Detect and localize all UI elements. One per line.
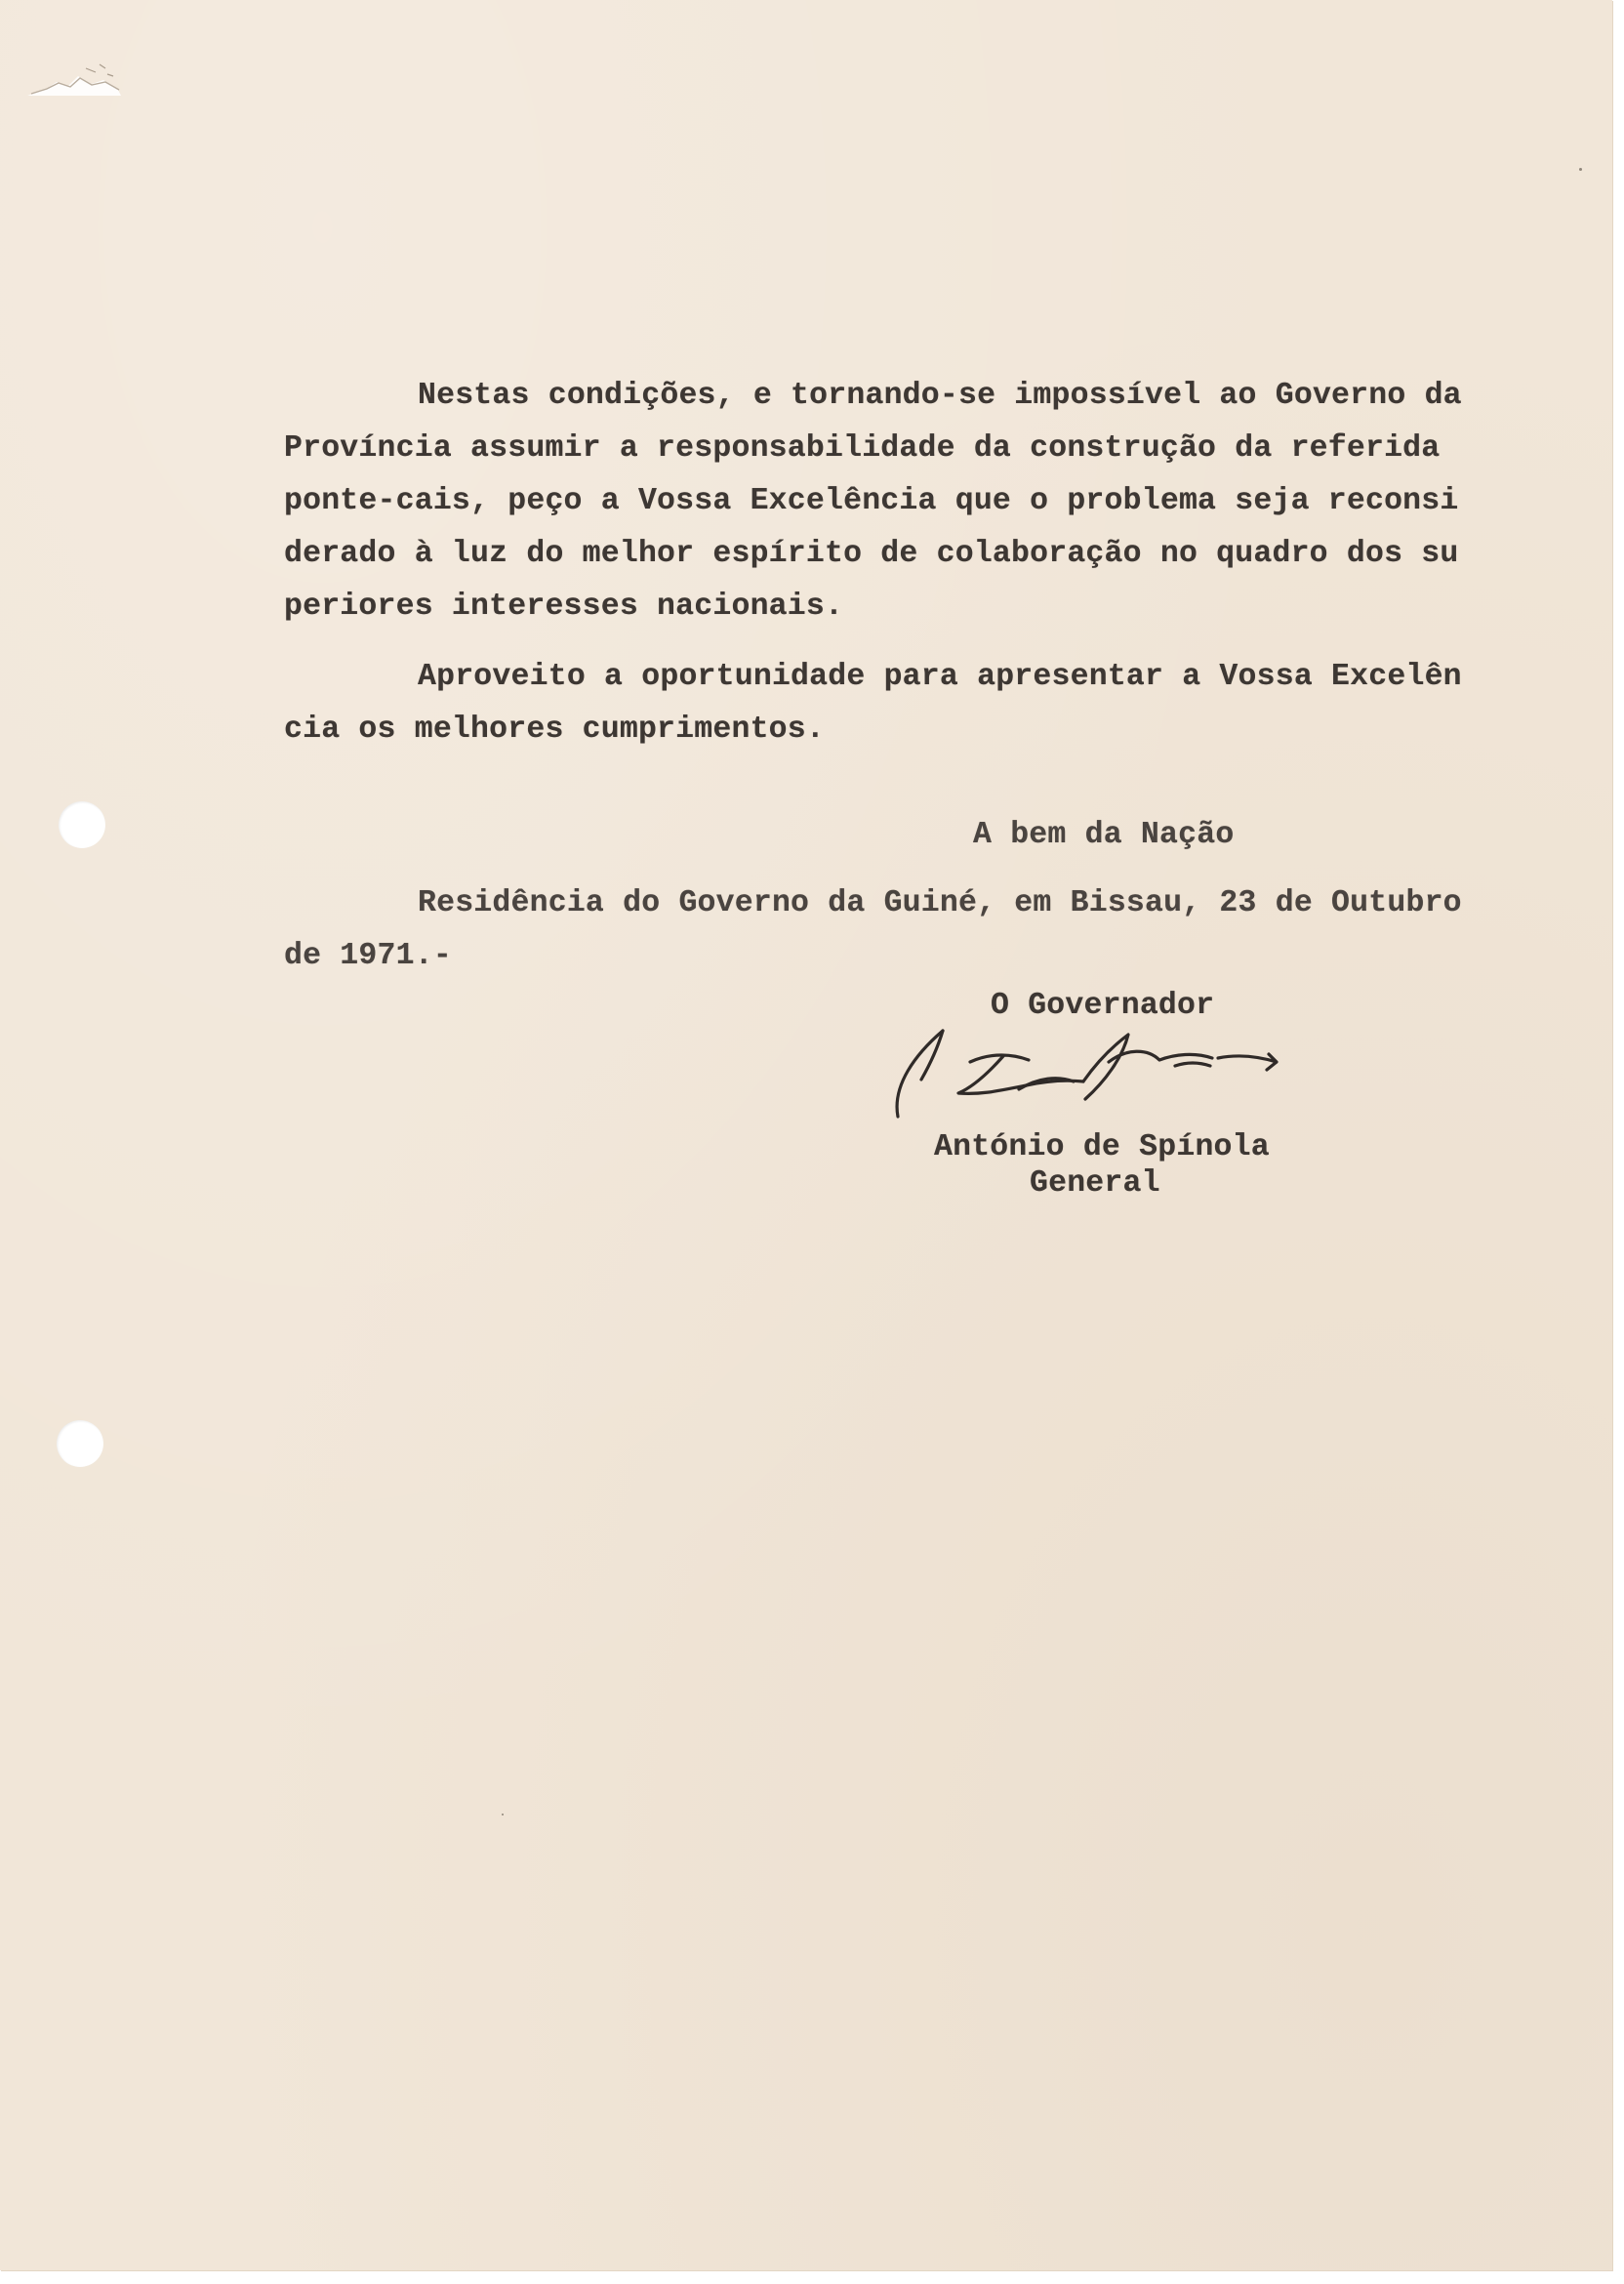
paragraph-1-line-5: periores interesses nacionais.: [284, 590, 844, 624]
signatory-rank: General: [1030, 1166, 1160, 1201]
paragraph-1-line-2: Província assumir a responsabilidade da construção da referida: [284, 431, 1441, 466]
paragraph-1-line-1: Nestas condições, e tornando-se impossível ao Governo da: [418, 379, 1462, 413]
paragraph-2-line-2: cia os melhores cumprimentos.: [284, 713, 825, 747]
signatory-title: O Governador: [991, 989, 1215, 1023]
paper-tear-mark: [27, 57, 121, 98]
salutation: A bem da Nação: [973, 818, 1235, 852]
paragraph-2-line-1: Aproveito a oportunidade para apresentar a Vossa Excelên: [418, 660, 1462, 694]
punch-hole-bottom: [57, 1420, 103, 1467]
paragraph-1-line-4: derado à luz do melhor espírito de colaboração no quadro dos su: [284, 537, 1459, 571]
place-date-line-1: Residência do Governo da Guiné, em Bissau, 23 de Outubro: [418, 886, 1462, 920]
paper-speck: [1579, 168, 1582, 171]
paragraph-1-line-3: ponte-cais, peço a Vossa Excelência que o problema seja reconsi: [284, 484, 1459, 518]
handwritten-signature: [882, 1011, 1331, 1126]
signatory-name: António de Spínola: [934, 1130, 1270, 1164]
paper-speck: [502, 1814, 504, 1815]
punch-hole-top: [59, 801, 105, 848]
place-date-line-2: de 1971.-: [284, 939, 452, 973]
